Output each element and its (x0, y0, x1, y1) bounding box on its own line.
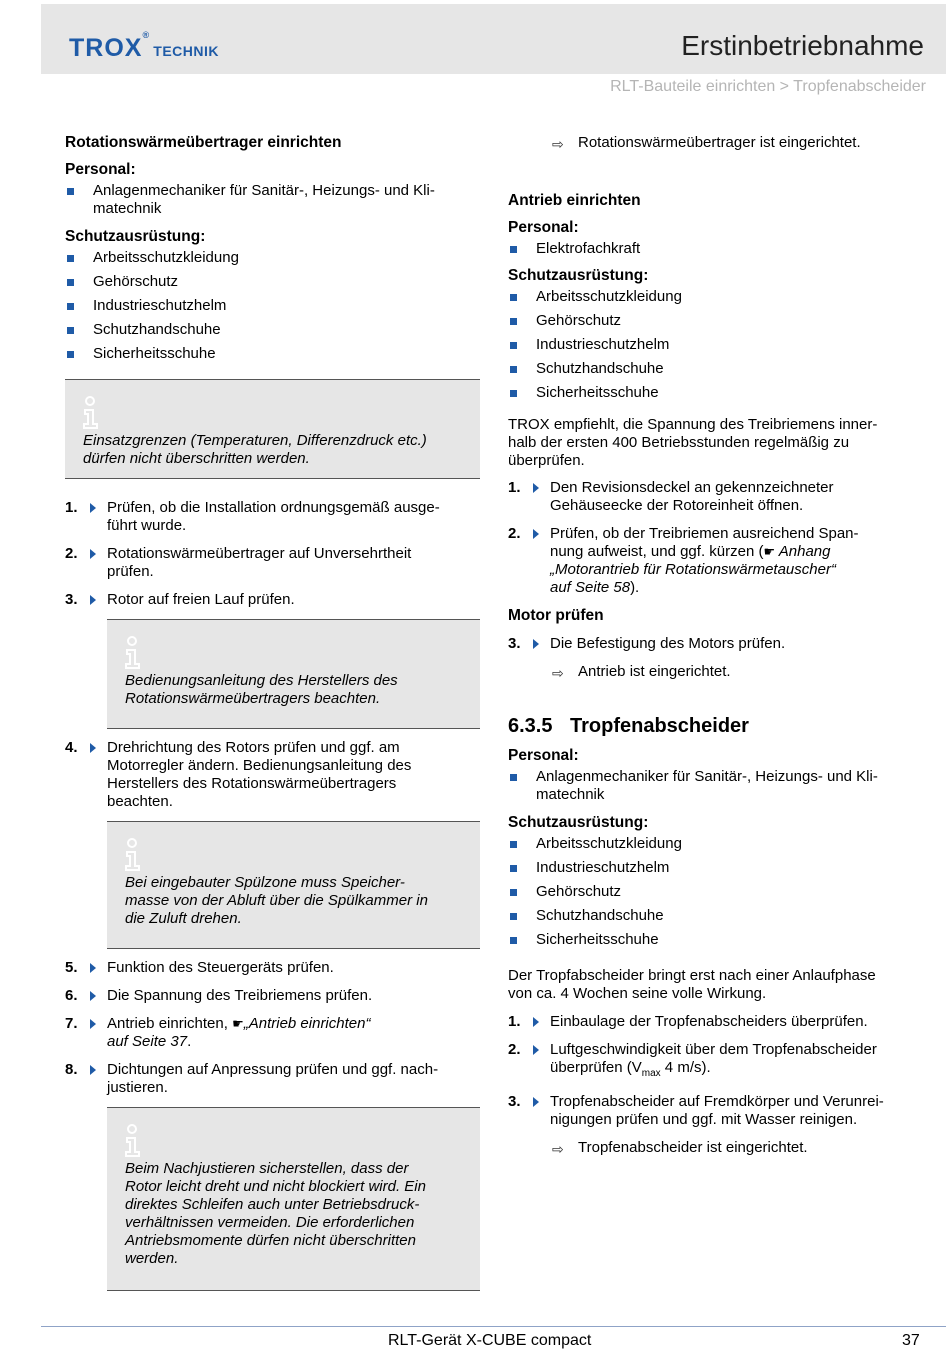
result-item (508, 663, 923, 681)
left-column (65, 134, 480, 1291)
list-item (508, 336, 923, 354)
step-number: 1. (508, 479, 521, 496)
list-item (65, 345, 480, 363)
ppe-item: Gehörschutz (93, 273, 179, 290)
ppe-label: Schutzausrüstung: (508, 267, 649, 284)
chapter-title: Erstinbetriebnahme (681, 30, 924, 61)
step-text: Antrieb einrichten, (107, 1015, 233, 1032)
result-arrow-icon: ⇨ (552, 665, 564, 681)
ppe-item: Schutzhandschuhe (536, 907, 664, 924)
step-number: 5. (65, 959, 78, 976)
list-item (508, 288, 923, 306)
play-arrow-icon (533, 483, 539, 493)
play-arrow-icon (90, 549, 96, 559)
info-note (107, 1107, 480, 1291)
step-number: 3. (508, 1093, 521, 1110)
bullet-icon (67, 351, 74, 358)
step-item (65, 545, 480, 581)
step-text: Drehrichtung des Rotors prüfen und ggf. am Motorregler ändern. Bedienungsanleitung des Herstellers des Rotationswärmeübertragers beachten. (107, 739, 412, 810)
bullet-icon (510, 913, 517, 920)
personal-label: Personal: (508, 747, 579, 764)
ppe-item: Industrieschutzhelm (536, 336, 670, 353)
ppe-item: Schutzhandschuhe (536, 360, 664, 377)
step-text: Den Revisionsdeckel an gekennzeichneter Gehäuseecke der Rotoreinheit öffnen. (550, 479, 834, 514)
list-item (508, 859, 923, 877)
result-text: Antrieb ist eingerichtet. (578, 663, 731, 680)
paragraph: Der Tropfabscheider bringt erst nach einer Anlaufphase von ca. 4 Wochen seine volle Wirkung. (508, 967, 876, 1002)
step-number: 7. (65, 1015, 78, 1032)
list-item (508, 312, 923, 330)
step-number: 8. (65, 1061, 78, 1078)
footer-divider (41, 1326, 946, 1327)
step-item (508, 525, 923, 597)
step-text: Rotationswärmeübertrager auf Unversehrtheit prüfen. (107, 545, 412, 580)
section-title-text: Tropfenabscheider (570, 715, 749, 737)
info-note (65, 379, 480, 479)
step-item (65, 591, 480, 609)
play-arrow-icon (90, 503, 96, 513)
trox-logo (69, 30, 219, 63)
play-arrow-icon (533, 1097, 539, 1107)
list-item (508, 360, 923, 378)
result-arrow-icon: ⇨ (552, 1141, 564, 1157)
play-arrow-icon (533, 529, 539, 539)
result-item (508, 134, 923, 152)
note-text: Einsatzgrenzen (Temperaturen, Differenzdruck etc.) dürfen nicht überschritten werden. (83, 432, 427, 467)
ppe-item: Schutzhandschuhe (93, 321, 221, 338)
info-note (107, 619, 480, 729)
list-item (508, 931, 923, 949)
step-text: Dichtungen auf Anpressung prüfen und ggf. nach- justieren. (107, 1061, 439, 1096)
ppe-item: Sicherheitsschuhe (536, 931, 659, 948)
section-heading-drive: Antrieb einrichten (508, 192, 641, 209)
list-item (508, 907, 923, 925)
step-text-end: 4 m/s). (660, 1059, 711, 1076)
step-item (65, 1061, 480, 1097)
list-item (65, 249, 480, 267)
section-heading-rotor: Rotationswärmeübertrager einrichten (65, 134, 342, 151)
play-arrow-icon (90, 595, 96, 605)
step-number: 4. (65, 739, 78, 756)
subscript-max: max (641, 1068, 661, 1079)
ppe-item: Industrieschutzhelm (536, 859, 670, 876)
ppe-item: Sicherheitsschuhe (536, 384, 659, 401)
step-number: 3. (65, 591, 78, 608)
step-item (508, 1041, 923, 1083)
bullet-icon (510, 390, 517, 397)
paragraph: TROX empfiehlt, die Spannung des Treibriemens inner- halb der ersten 400 Betriebsstunden regelmäßig zu überprüfen. (508, 416, 878, 469)
step-item (508, 1093, 923, 1129)
step-item (65, 987, 480, 1005)
ppe-label: Schutzausrüstung: (508, 814, 649, 831)
result-text: Tropfenabscheider ist eingerichtet. (578, 1139, 808, 1156)
section-number: 6.3.5 (508, 715, 553, 737)
footer-page-number: 37 (902, 1332, 920, 1349)
play-arrow-icon (533, 639, 539, 649)
play-arrow-icon (533, 1045, 539, 1055)
personal-item: Elektrofachkraft (536, 240, 641, 257)
logo-sub: TECHNIK (153, 43, 219, 59)
step-item (65, 959, 480, 977)
step-number: 2. (65, 545, 78, 562)
step-item (65, 1015, 480, 1051)
logo-brand: TROX (69, 34, 143, 62)
note-text: Bedienungsanleitung des Herstellers des Rotationswärmeübertragers beachten. (125, 672, 398, 707)
step-item (65, 739, 480, 811)
right-column (508, 134, 923, 1167)
personal-item: Anlagenmechaniker für Sanitär-, Heizungs- und Kli- matechnik (93, 182, 435, 217)
step-number: 2. (508, 1041, 521, 1058)
result-item (508, 1139, 923, 1157)
cross-reference-link[interactable]: „Antrieb einrichten“ auf Seite 37 (107, 1015, 371, 1050)
play-arrow-icon (90, 963, 96, 973)
bullet-icon (510, 342, 517, 349)
step-item (508, 479, 923, 515)
list-item (65, 297, 480, 315)
list-item (65, 182, 480, 218)
step-number: 3. (508, 635, 521, 652)
step-item (508, 635, 923, 653)
personal-item: Anlagenmechaniker für Sanitär-, Heizungs- und Kli- matechnik (536, 768, 878, 803)
info-icon (121, 838, 145, 872)
bullet-icon (510, 366, 517, 373)
list-item (65, 273, 480, 291)
bullet-icon (510, 774, 517, 781)
page-header (41, 4, 946, 74)
ppe-item: Gehörschutz (536, 312, 622, 329)
result-text: Rotationswärmeübertrager ist eingerichtet. (578, 134, 861, 151)
note-text: Beim Nachjustieren sicherstellen, dass der Rotor leicht dreht und nicht blockiert wird. Ein direktes Schleifen auch unter Betriebsdruck- verhältnissen vermeiden. Die erforderlichen Antriebsmomente dürfen nicht überschritten werden. (125, 1160, 426, 1267)
ppe-item: Arbeitsschutzkleidung (536, 835, 682, 852)
step-number: 6. (65, 987, 78, 1004)
step-text-end: ). (630, 579, 640, 596)
step-text-end: . (187, 1033, 192, 1050)
step-number: 1. (508, 1013, 521, 1030)
result-arrow-icon: ⇨ (552, 136, 564, 152)
ppe-label: Schutzausrüstung: (65, 228, 206, 245)
subheading-motor: Motor prüfen (508, 607, 604, 624)
bullet-icon (510, 841, 517, 848)
bullet-icon (510, 889, 517, 896)
step-number: 2. (508, 525, 521, 542)
step-text: Prüfen, ob der Treibriemen ausreichend Span- nung aufweist, und ggf. kürzen ( (550, 525, 859, 560)
ppe-item: Arbeitsschutzkleidung (536, 288, 682, 305)
step-text: Die Befestigung des Motors prüfen. (550, 635, 786, 652)
info-icon (121, 636, 145, 670)
ppe-item: Arbeitsschutzkleidung (93, 249, 239, 266)
breadcrumb: RLT-Bauteile einrichten > Tropfenabscheider (610, 78, 926, 95)
step-text: Luftgeschwindigkeit über dem Tropfenabscheider überprüfen (V (550, 1041, 877, 1076)
personal-label: Personal: (65, 161, 136, 178)
hand-pointer-icon: ☛ (232, 1016, 244, 1031)
hand-pointer-icon: ☛ (763, 544, 779, 559)
bullet-icon (510, 246, 517, 253)
bullet-icon (510, 318, 517, 325)
play-arrow-icon (90, 1019, 96, 1029)
bullet-icon (67, 303, 74, 310)
logo-registered: ® (142, 30, 150, 40)
bullet-icon (510, 865, 517, 872)
bullet-icon (510, 294, 517, 301)
cross-reference-link[interactable]: Anhang „Motorantrieb für Rotationswärmetauscher“ auf Seite 58 (550, 543, 836, 596)
list-item (508, 384, 923, 402)
info-icon (121, 1124, 145, 1158)
play-arrow-icon (90, 743, 96, 753)
bullet-icon (67, 188, 74, 195)
bullet-icon (67, 279, 74, 286)
step-text: Rotor auf freien Lauf prüfen. (107, 591, 295, 608)
play-arrow-icon (90, 1065, 96, 1075)
personal-label: Personal: (508, 219, 579, 236)
info-note (107, 821, 480, 949)
step-text: Einbaulage der Tropfenabscheiders überprüfen. (550, 1013, 868, 1030)
ppe-item: Sicherheitsschuhe (93, 345, 216, 362)
step-item (508, 1013, 923, 1031)
info-icon (79, 396, 103, 430)
step-text: Tropfenabscheider auf Fremdkörper und Verunrei- nigungen prüfen und ggf. mit Wasser reinigen. (550, 1093, 884, 1128)
list-item (508, 768, 923, 804)
step-number: 1. (65, 499, 78, 516)
step-text: Funktion des Steuergeräts prüfen. (107, 959, 334, 976)
step-text: Die Spannung des Treibriemens prüfen. (107, 987, 373, 1004)
step-item (65, 499, 480, 535)
list-item (65, 321, 480, 339)
play-arrow-icon (90, 991, 96, 1001)
ppe-item: Gehörschutz (536, 883, 622, 900)
bullet-icon (67, 327, 74, 334)
play-arrow-icon (533, 1017, 539, 1027)
footer-doc-title: RLT-Gerät X-CUBE compact (388, 1332, 592, 1349)
note-text: Bei eingebauter Spülzone muss Speicher- masse von der Abluft über die Spülkammer in die Zuluft drehen. (125, 874, 428, 927)
section-title (508, 715, 923, 738)
ppe-item: Industrieschutzhelm (93, 297, 227, 314)
step-text: Prüfen, ob die Installation ordnungsgemäß ausge- führt wurde. (107, 499, 440, 534)
list-item (508, 240, 923, 258)
list-item (508, 883, 923, 901)
list-item (508, 835, 923, 853)
bullet-icon (510, 937, 517, 944)
bullet-icon (67, 255, 74, 262)
